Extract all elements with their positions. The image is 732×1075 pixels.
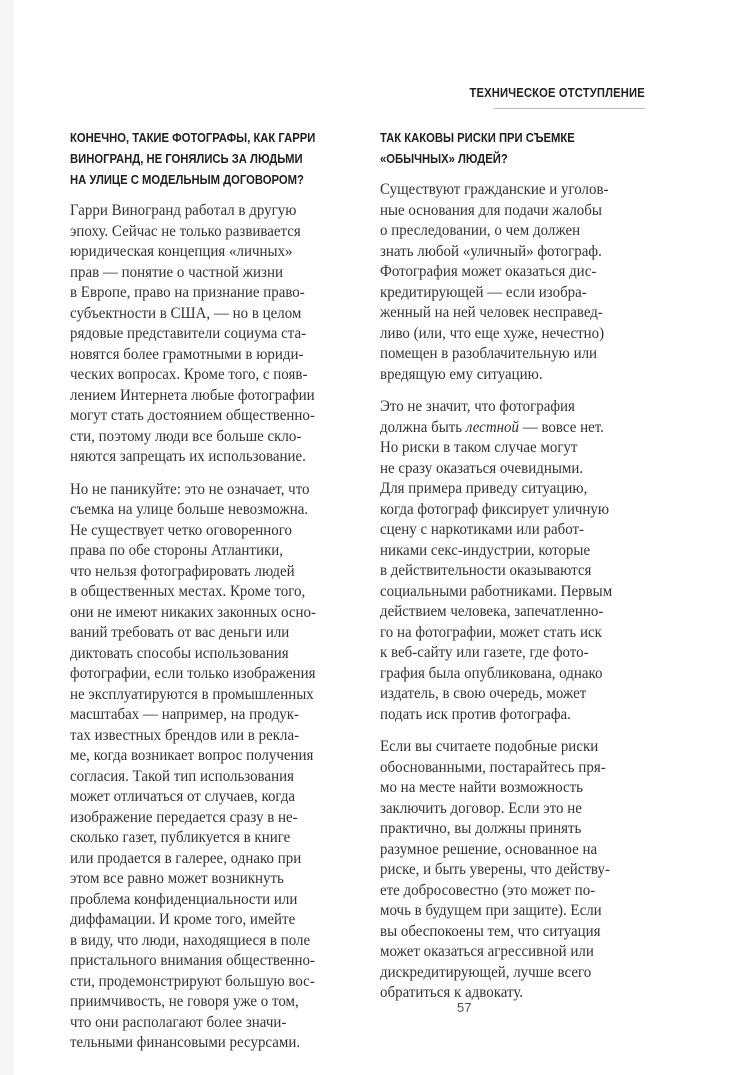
text-line: издатель, в свою очередь, может — [380, 685, 587, 702]
text-line: Для примера приведу ситуацию, — [380, 480, 588, 497]
text-line: диктовать способы использования — [70, 644, 289, 662]
text-line: может оказаться агрессивной или — [380, 943, 594, 960]
heading-line: НА УЛИЦЕ С МОДЕЛЬНЫМ ДОГОВОРОМ? — [70, 173, 304, 187]
text-line: могут стать достоянием общественно- — [70, 407, 315, 424]
text-line: сти, продемонстрируют большую вос- — [70, 972, 315, 990]
text-line: тах известных брендов или в рекла- — [70, 726, 300, 744]
text-line: сцену с наркотиками или работ- — [380, 521, 585, 538]
text-line: не эксплуатируются в промышленных — [70, 685, 314, 703]
text-line: вредящую ему ситуацию. — [380, 365, 543, 383]
text-run: должна быть — [380, 418, 466, 436]
text-line: Если вы считаете подобные риски — [380, 738, 599, 755]
text-run: — вовсе нет. — [519, 418, 604, 436]
text-line: социальными работниками. Первым — [380, 582, 613, 600]
text-line: в виду, что люди, находящиеся в поле — [70, 931, 311, 949]
text-line: женный на ней человек несправед- — [380, 304, 603, 321]
book-page — [14, 0, 732, 1075]
right-paragraph-3 — [380, 737, 676, 1004]
text-line: ваний требовать от вас деньги или — [70, 624, 290, 641]
text-line: ме, когда возникает вопрос получения — [70, 747, 314, 764]
text-line: юридическая концепция «личных» — [70, 243, 293, 260]
text-line: диффамации. И кроме того, имейте — [70, 911, 296, 928]
text-line: изображение передается сразу в не- — [70, 808, 298, 826]
right-paragraph-1 — [380, 180, 676, 385]
text-line: подать иск против фотографа. — [380, 705, 571, 723]
text-line: Но не паникуйте: это не означает, что — [70, 480, 310, 498]
text-line: к веб-сайту или газете, где фото- — [380, 644, 589, 661]
text-line: тельными финансовыми ресурсами. — [70, 1034, 301, 1051]
text-line: не сразу оказаться очевидными. — [380, 459, 584, 477]
text-line: Это не значит, что фотография — [380, 398, 575, 415]
text-line: в общественных местах. Кроме того, — [70, 583, 306, 600]
text-line: дискредитирующей, лучше всего — [380, 963, 592, 981]
text-line: ете добросовестно (это может по- — [380, 881, 596, 899]
text-line: помещен в разоблачительную или — [380, 345, 598, 362]
text-line: заключить договор. Если это не — [380, 799, 582, 817]
right-column — [380, 128, 676, 1016]
running-header: ТЕХНИЧЕСКОЕ ОТСТУПЛЕНИЕ — [469, 85, 645, 100]
text-line: съемка на улице больше невозможна. — [70, 501, 309, 518]
text-line — [380, 418, 657, 439]
emphasis-word: лестной — [465, 418, 520, 436]
text-line: обоснованными, постарайтесь пря- — [380, 758, 606, 776]
text-line: может отличаться от случаев, когда — [70, 788, 296, 805]
text-line: масштабах — например, на продук- — [70, 706, 299, 723]
text-line: они не имеют никаких законных осно- — [70, 603, 316, 621]
text-line: права по обе стороны Атлантики, — [70, 542, 283, 559]
text-line: обратиться к адвокату. — [380, 984, 524, 1001]
text-line: ливо (или, что еще хуже, нечестно) — [380, 324, 605, 342]
text-line: ные основания для подачи жалобы — [380, 201, 602, 219]
text-line: фотографии, если только изображения — [70, 665, 316, 682]
text-line: в Европе, право на признание право- — [70, 284, 305, 301]
text-line: мочь в будущем при защите). Если — [380, 902, 602, 919]
text-line: риске, и быть уверены, что действу- — [380, 861, 610, 878]
right-section-heading — [380, 128, 677, 170]
text-line: графия была опубликована, однако — [380, 664, 603, 682]
text-line: Не существует четко оговоренного — [70, 521, 293, 539]
text-line: в действительности оказываются — [380, 562, 592, 579]
left-paragraph-1 — [70, 201, 366, 468]
text-line: сти, поэтому люди все больше скло- — [70, 427, 302, 445]
text-line: кредитирующей — если изобра- — [380, 283, 587, 301]
text-line: Существуют гражданские и уголов- — [380, 181, 609, 198]
text-line: го на фотографии, может стать иск — [380, 623, 602, 641]
text-line: этом все равно может возникнуть — [70, 870, 284, 887]
left-column — [70, 128, 366, 1066]
heading-line: ТАК КАКОВЫ РИСКИ ПРИ СЪЕМКЕ — [380, 131, 575, 145]
left-section-heading — [70, 128, 367, 191]
text-line: разумное решение, основанное на — [380, 840, 598, 858]
text-line: когда фотограф фиксирует уличную — [380, 500, 610, 518]
text-line: или продается в галерее, однако при — [70, 849, 302, 867]
text-line: рядовые представители социума ста- — [70, 325, 307, 342]
text-line: новятся более грамотными в юриди- — [70, 345, 304, 363]
text-line: няются запрещать их использование. — [70, 448, 306, 465]
text-line: Гарри Виногранд работал в другую — [70, 202, 297, 219]
text-line: вы обеспокоены тем, что ситуация — [380, 922, 601, 940]
text-line: лением Интернета любые фотографии — [70, 386, 315, 404]
text-line: никами секс-индустрии, которые — [380, 541, 591, 559]
text-line: приимчивость, не говоря уже о том, — [70, 993, 299, 1010]
right-paragraph-2 — [380, 397, 676, 725]
text-line: прав — понятие о частной жизни — [70, 263, 283, 281]
header-rule — [494, 108, 645, 109]
heading-line: «ОБЫЧНЫХ» ЛЮДЕЙ? — [380, 152, 508, 166]
text-line: мо на месте найти возможность — [380, 779, 583, 796]
text-line: что нельзя фотографировать людей — [70, 562, 295, 580]
text-line: проблема конфиденциальности или — [70, 890, 298, 908]
text-line: Но риски в таком случае могут — [380, 439, 578, 456]
text-line: Фотография может оказаться дис- — [380, 263, 597, 280]
text-line: знать любой «уличный» фотограф. — [380, 242, 602, 260]
text-line: практично, вы должны принять — [380, 820, 582, 837]
text-line: пристального внимания общественно- — [70, 952, 315, 969]
text-line: сколько газет, публикуется в книге — [70, 829, 291, 846]
text-line: эпоху. Сейчас не только развивается — [70, 222, 301, 240]
text-line: согласия. Такой тип использования — [70, 767, 294, 785]
text-line: ческих вопросах. Кроме того, с появ- — [70, 366, 308, 383]
text-line: субъектности в США, — но в целом — [70, 304, 302, 322]
heading-line: КОНЕЧНО, ТАКИЕ ФОТОГРАФЫ, КАК ГАРРИ — [70, 131, 316, 145]
heading-line: ВИНОГРАНД, НЕ ГОНЯЛИСЬ ЗА ЛЮДЬМИ — [70, 152, 303, 166]
page-number: 57 — [457, 1000, 472, 1015]
text-line: что они располагают более значи- — [70, 1013, 287, 1031]
text-line: действием человека, запечатленно- — [380, 603, 604, 620]
left-paragraph-2 — [70, 480, 366, 1054]
text-line: о преследовании, о чем должен — [380, 222, 581, 239]
